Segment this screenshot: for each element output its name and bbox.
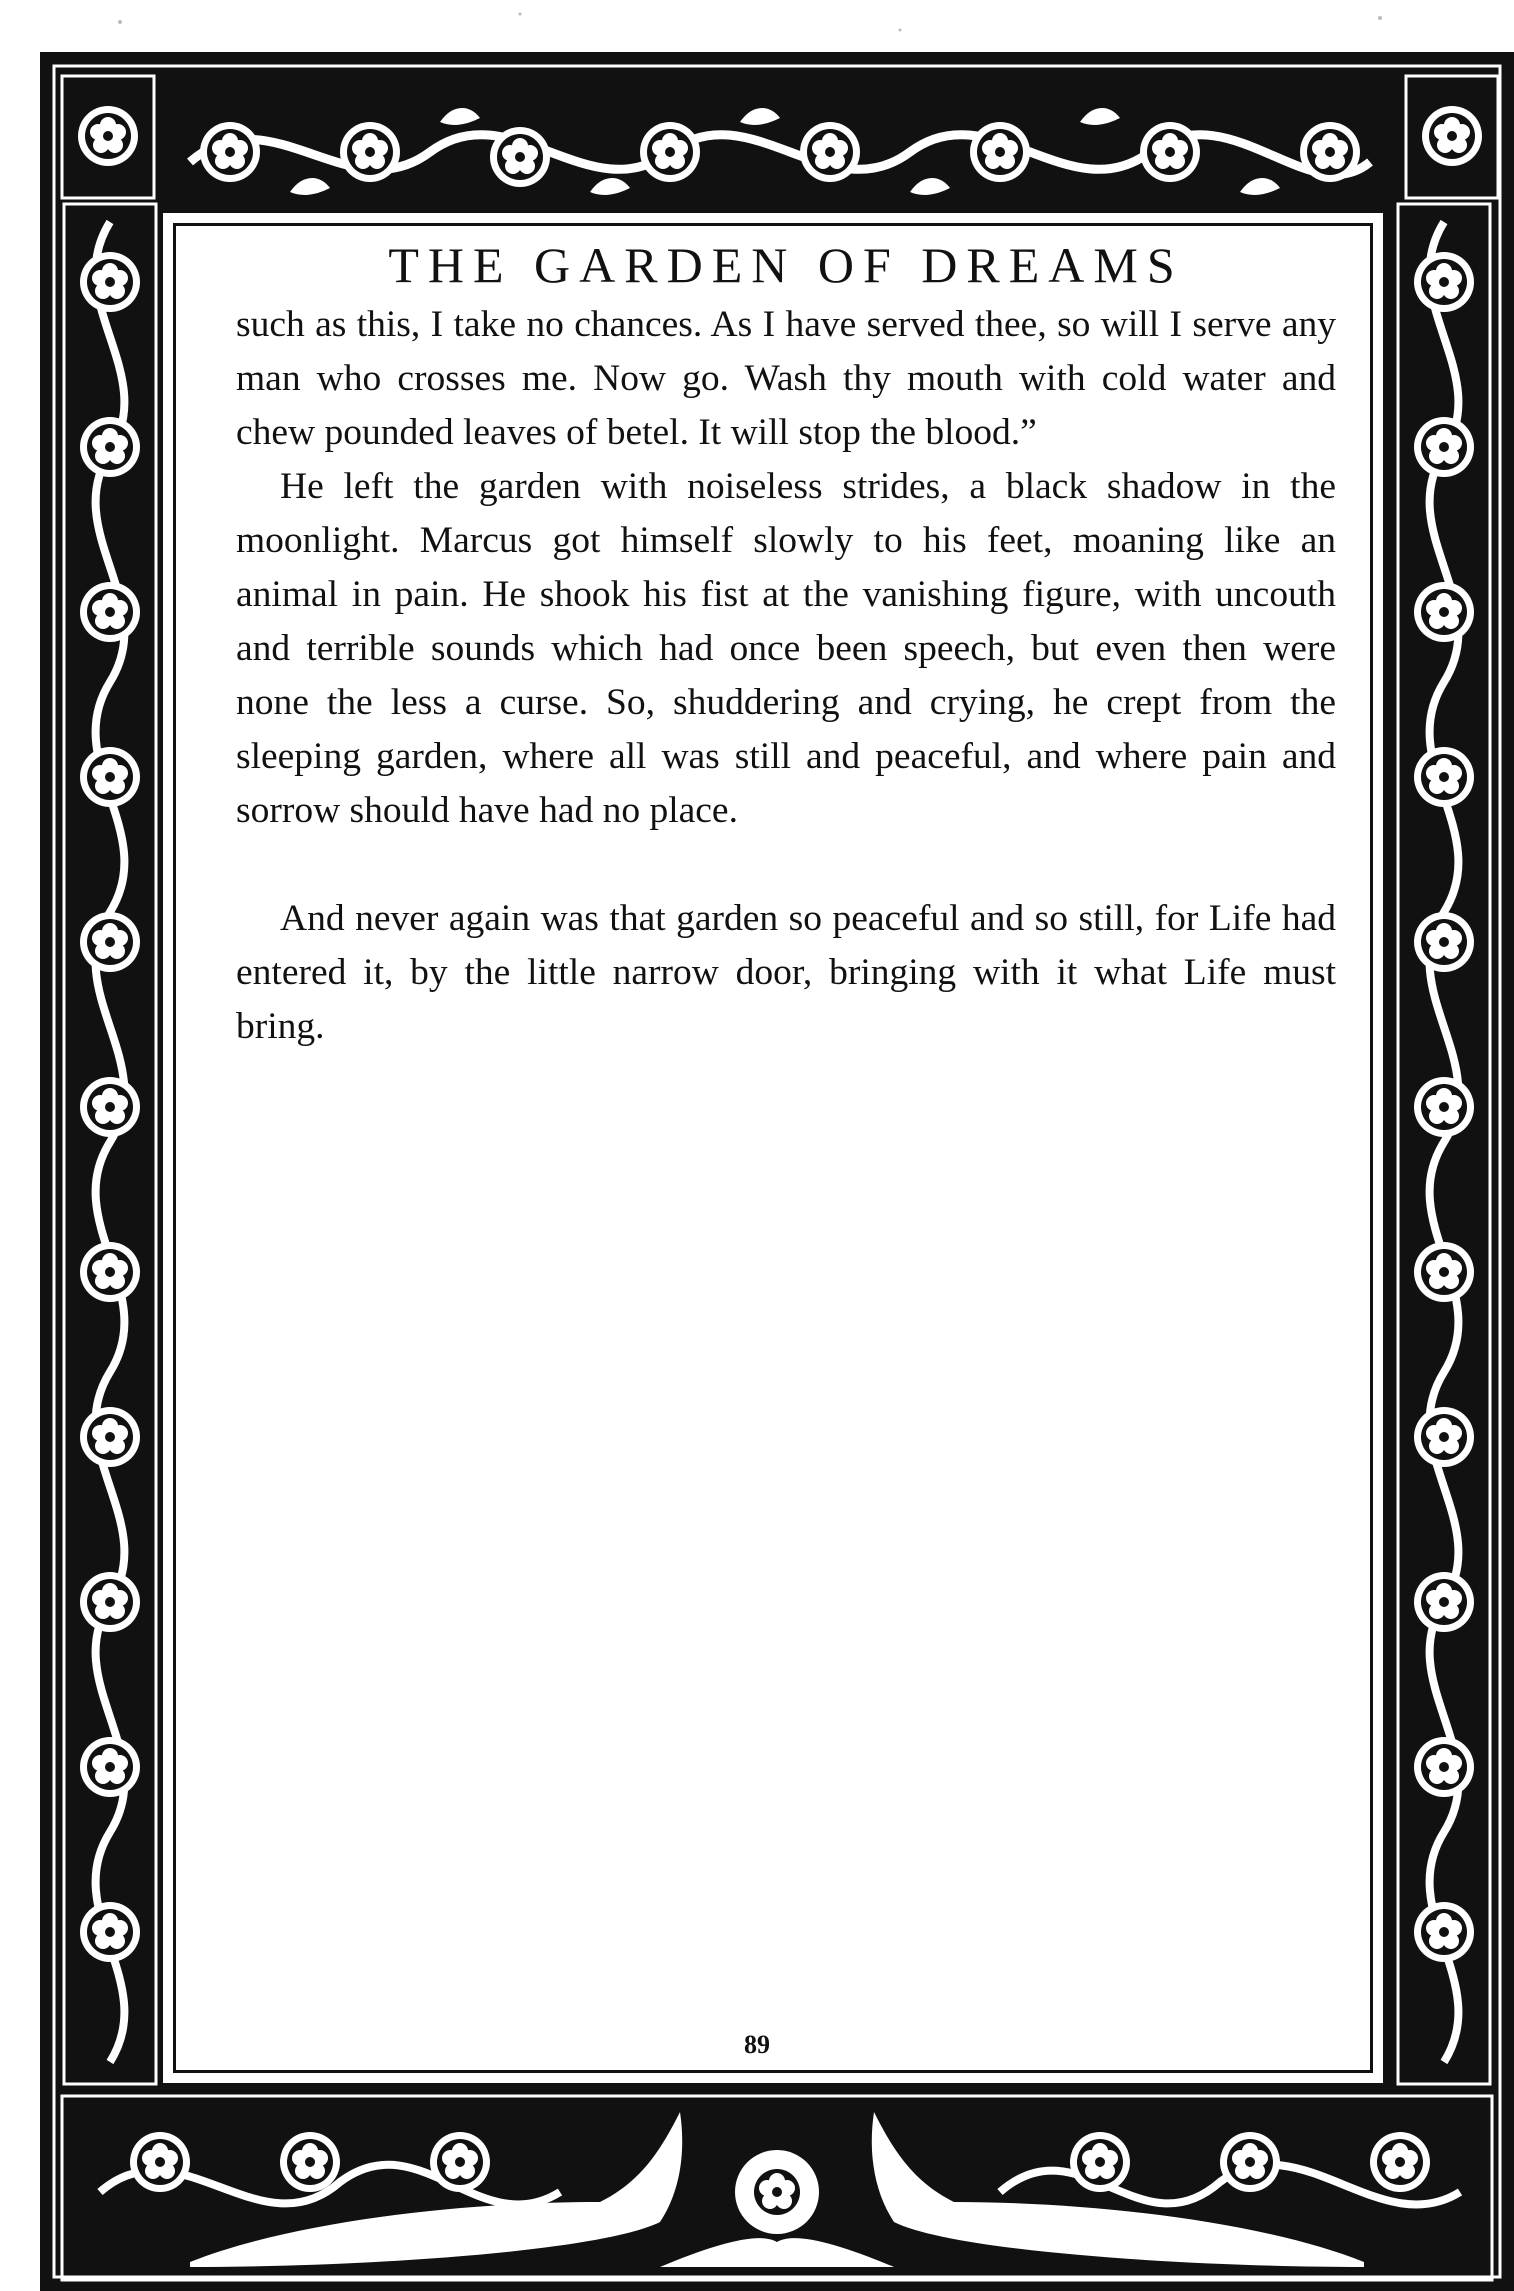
top-band xyxy=(190,108,1370,195)
paragraph-3: And never again was that garden so peaceful and so still, for Life had entered it, by the little narrow door, bringing with it what Life must bring. xyxy=(236,898,1336,1047)
bottom-band xyxy=(100,2112,1460,2267)
section-gap xyxy=(236,838,1336,892)
running-head: THE GARDEN OF DREAMS xyxy=(388,237,1184,293)
paragraph-1: such as this, I take no chances. As I have served thee, so will I serve any man who crosses me. Now go. Wash thy mouth with cold water and chew pounded leaves of betel. It will stop the blood.” xyxy=(236,304,1336,453)
paragraph-2: He left the garden with noiseless strides, a black shadow in the moonlight. Marcus got himself slowly to his feet, moaning like an animal in pain. He shook his fist at the vanishing figure, with uncouth and terrible sounds which had once been speech, but even then were none the less a curse. So, shuddering and crying, he crept from the sleeping garden, where all was still and peaceful, and where pain and sorrow should have had no place. xyxy=(236,466,1336,831)
page-number: 89 xyxy=(744,2030,770,2059)
page-content xyxy=(236,226,1336,1054)
